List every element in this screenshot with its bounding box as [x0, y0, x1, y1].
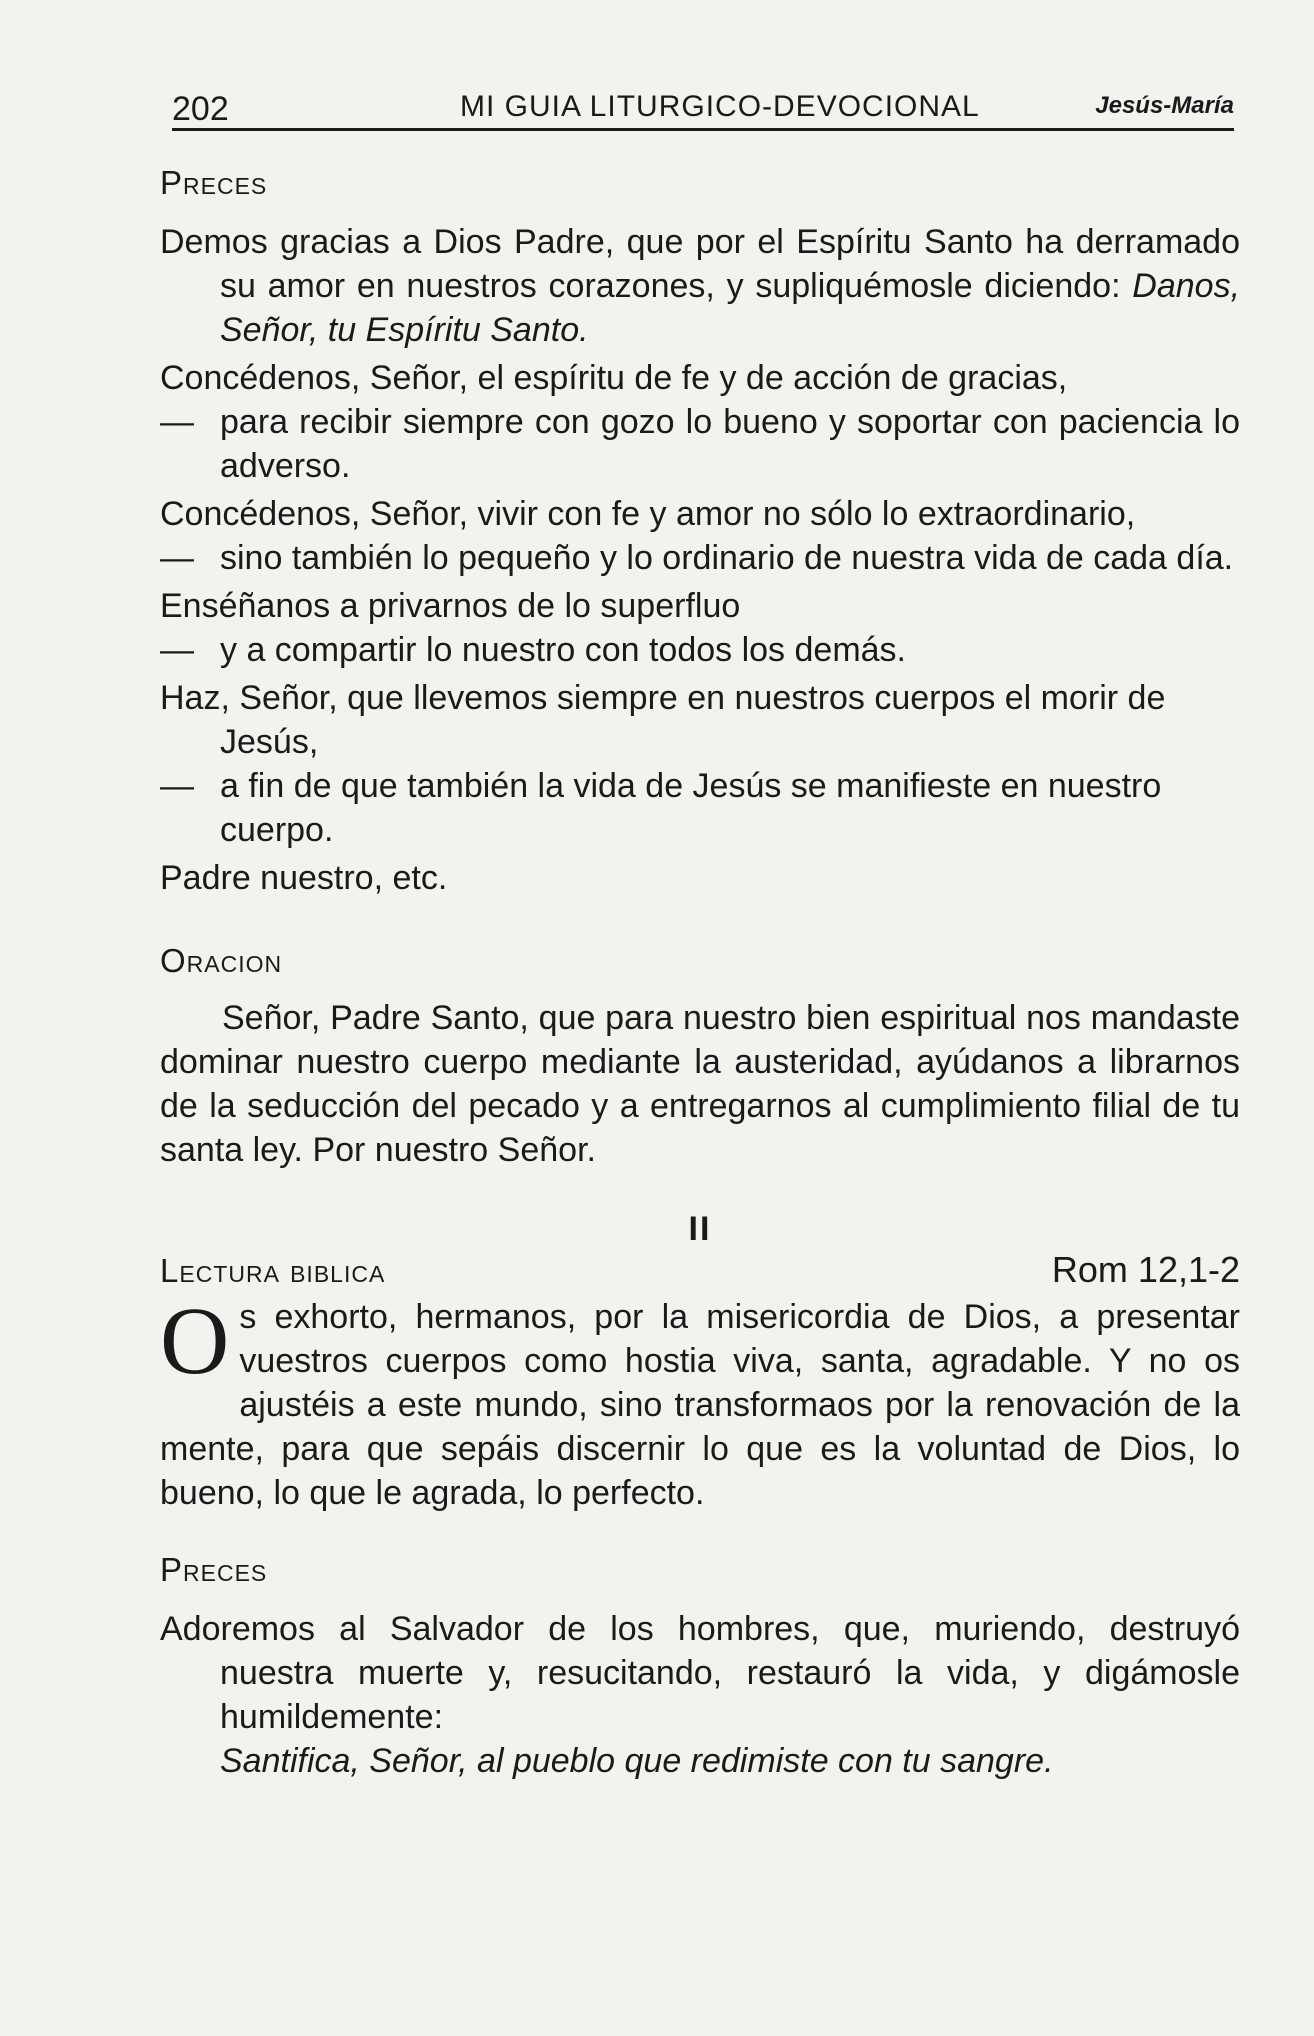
part-numeral: II [688, 1210, 712, 1248]
oracion-block [160, 996, 1240, 1172]
lectura-heading: Lectura biblica [160, 1252, 386, 1289]
page-header [172, 84, 1234, 131]
petition-4 [160, 676, 1240, 852]
preces-heading-2: Preces [160, 1551, 268, 1588]
page-number: 202 [172, 90, 229, 128]
preces-block-2 [160, 1607, 1240, 1783]
petition-response-line [160, 764, 1240, 852]
dash-mark: — [160, 403, 194, 441]
petition-response-line [160, 536, 1240, 580]
preces-response: Danos, Señor, tu Espíritu Santo. [220, 267, 1241, 349]
preces-intro-text: Demos gracias a Dios Padre, que por el Espíritu Santo ha derramado su amor en nuestros corazones, y supliquémosle diciendo: [160, 223, 1240, 305]
petition-first: Haz, Señor, que llevemos siempre en nuestros cuerpos el morir de Jesús, [160, 679, 1166, 761]
page-content [160, 164, 1240, 1783]
preces-closing: Padre nuestro, etc. [160, 859, 448, 897]
petition-first: Enséñanos a privarnos de lo superfluo [160, 587, 741, 625]
petition-second: y a compartir lo nuestro con todos los demás. [220, 631, 906, 669]
oracion-text: Señor, Padre Santo, que para nuestro bien espiritual nos mandaste dominar nuestro cuerpo mediante la austeridad, ayúdanos a librarnos de la seducción del pecado y a entregarnos al cumplimiento filial de tu santa ley. Por nuestro Señor. [160, 999, 1240, 1169]
reading-header [160, 1249, 1240, 1291]
petition-2 [160, 492, 1240, 580]
petition-1 [160, 356, 1240, 488]
oracion-heading: Oracion [160, 942, 283, 979]
petition-first: Concédenos, Señor, vivir con fe y amor no sólo lo extraordinario, [160, 495, 1136, 533]
petition-first: Concédenos, Señor, el espíritu de fe y de acción de gracias, [160, 359, 1068, 397]
petition-second: a fin de que también la vida de Jesús se manifieste en nuestro cuerpo. [220, 767, 1162, 849]
petition-response-line [160, 400, 1240, 488]
dash-mark: — [160, 539, 194, 577]
petition-second: para recibir siempre con gozo lo bueno y soportar con paciencia lo adverso. [220, 403, 1240, 485]
drop-cap: O [160, 1287, 230, 1394]
running-mark: Jesús-María [1095, 92, 1234, 119]
petition-second: sino también lo pequeño y lo ordinario de nuestra vida de cada día. [220, 539, 1234, 577]
dash-mark: — [160, 631, 194, 669]
preces-response-2: Santifica, Señor, al pueblo que redimiste con tu sangre. [220, 1742, 1054, 1780]
preces-heading: Preces [160, 164, 268, 201]
preces-intro-2: Adoremos al Salvador de los hombres, que, muriendo, destruyó nuestra muerte y, resucitando, restauró la vida, y digámosle humildemente: [160, 1610, 1240, 1736]
preces-block [160, 220, 1240, 900]
petition-response-line [160, 628, 1240, 672]
lectura-block [160, 1287, 1240, 1515]
dash-mark: — [160, 767, 194, 805]
petition-3 [160, 584, 1240, 672]
lectura-text: s exhorto, hermanos, por la misericordia de Dios, a presentar vuestros cuerpos como hostia viva, santa, agradable. Y no os ajustéis a este mundo, sino transformaos por la renovación de la mente, para que sepáis discernir lo que es la voluntad de Dios, lo bueno, lo que le agrada, lo perfecto. [160, 1298, 1240, 1512]
reading-reference: Rom 12,1-2 [1051, 1249, 1240, 1290]
running-title: MI GUIA LITURGICO-DEVOCIONAL [460, 90, 980, 123]
preces-intro [160, 220, 1240, 352]
